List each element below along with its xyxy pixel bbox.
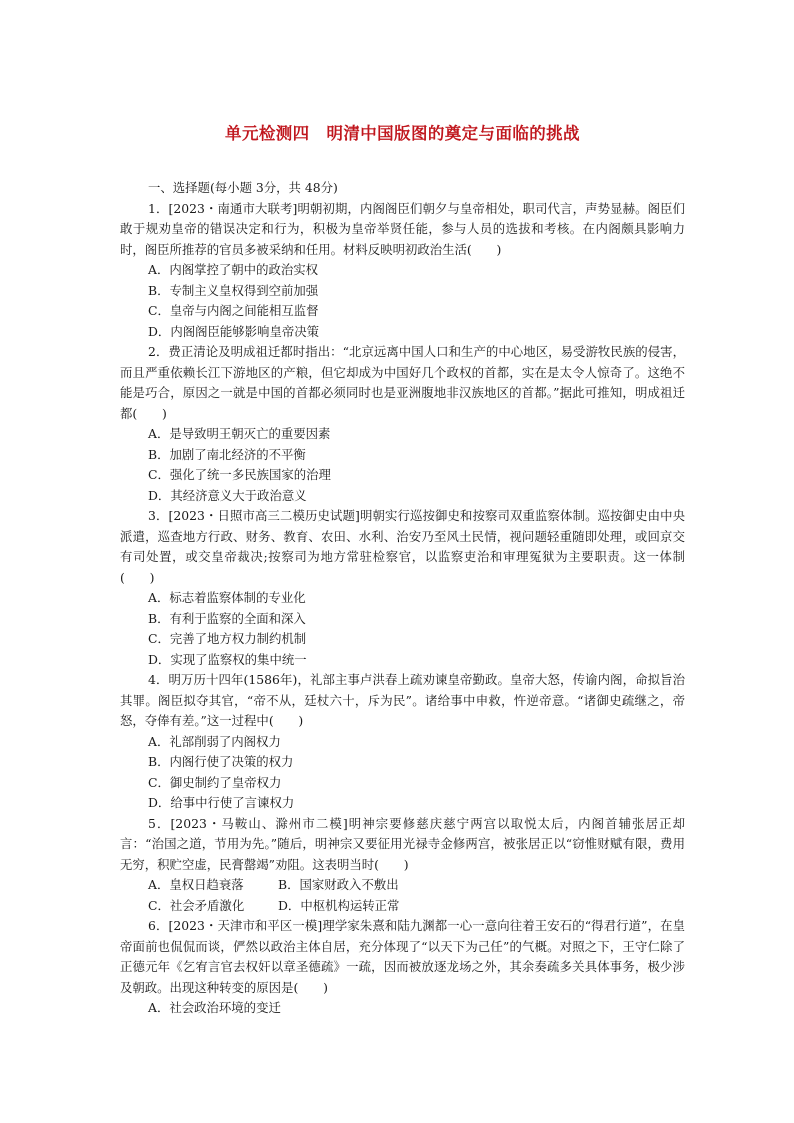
page-title: 单元检测四 明清中国版图的奠定与面临的挑战 (225, 124, 580, 143)
question-2 (120, 342, 685, 506)
option-d: D．中枢机构运转正常 (278, 897, 400, 913)
option-row (148, 875, 685, 896)
question-stem: 3．[2023・日照市高三二模历史试题]明朝实行巡按御史和按察司双重监察体制。巡按御史由中央派遣，巡查地方行政、财务、教育、农田、水利、治安乃至风土民情，视问题轻重随即处理，或回京交有司处置，或交皇帝裁决;按察司为地方常驻检察官，以监察吏治和审理冤狱为主要职责。这一体制( ) (120, 508, 685, 585)
option-c: C．御史制约了皇帝权力 (148, 774, 282, 790)
option-d: D．内阁阁臣能够影响皇帝决策 (148, 323, 320, 339)
option-d: D．其经济意义大于政治意义 (148, 487, 307, 503)
document-page (120, 120, 685, 1019)
question-5 (120, 814, 685, 917)
option-b: B．有利于监察的全面和深入 (148, 610, 306, 626)
option-c: C．完善了地方权力制约机制 (148, 631, 307, 646)
option-b: B．国家财政入不敷出 (278, 877, 399, 892)
question-6 (120, 916, 685, 1019)
option-a: A．是导致明王朝灭亡的重要因素 (148, 426, 331, 441)
option-c: C．皇帝与内阁之间能相互监督 (148, 303, 319, 318)
option-row (148, 896, 685, 917)
question-1 (120, 199, 685, 343)
option-a: A．内阁掌控了朝中的政治实权 (148, 262, 319, 277)
option-c: C．强化了统一多民族国家的治理 (148, 467, 331, 482)
option-d: D．实现了监察权的集中统一 (148, 651, 307, 667)
question-4 (120, 670, 685, 814)
option-b: B．内阁行使了决策的权力 (148, 754, 294, 769)
option-a: A．社会政治环境的变迁 (148, 1000, 281, 1015)
option-a: A．皇权日趋衰落 (148, 877, 244, 892)
option-c: C．社会矛盾激化 (148, 897, 245, 913)
question-stem: 1．[2023・南通市大联考]明朝初期，内阁阁臣们朝夕与皇帝相处，职司代言，声势显赫。阁臣们敢于规劝皇帝的错误决定和行为，积极为皇帝举贤任能，参与人员的选拔和考核。在内阁颇具影响力时，阁臣所推荐的官员多被采纳和任用。材料反映明初政治生活( ) (120, 200, 685, 257)
option-a: A．标志着监察体制的专业化 (148, 590, 306, 605)
option-b: B．加剧了南北经济的不平衡 (148, 446, 306, 462)
question-stem: 6．[2023・天津市和平区一模]理学家朱熹和陆九渊都一心一意向往着王安石的“得君行道”，在皇帝面前也侃侃而谈，俨然以政治主体自居，充分体现了“以天下为己任”的气概。对照之下，王守仁除了正德元年《乞宥言官去权奸以章圣德疏》一疏，因而被放逐龙场之外，其余奏疏多关具体事务，极少涉及朝政。出现这种转变的原因是( ) (120, 918, 685, 995)
option-a: A．礼部削弱了内阁权力 (148, 733, 281, 749)
section-heading: 一、选择题(每小题 3分，共 48分) (148, 180, 338, 195)
question-stem: 2．费正清论及明成祖迁都时指出：“北京远离中国人口和生产的中心地区，易受游牧民族的侵害，而且严重依赖长江下游地区的产粮，但它却成为中国好几个政权的首都，实在是太令人惊奇了。这绝不能是巧合，原因之一就是中国的首都必须同时也是亚洲腹地非汉族地区的首都。”据此可推知，明成祖迁都( ) (120, 344, 685, 421)
option-d: D．给事中行使了言谏权力 (148, 795, 295, 810)
question-stem: 4．明万历十四年(1586年)，礼部主事卢洪春上疏劝谏皇帝勤政。皇帝大怒，传谕内阁，命拟旨治其罪。阁臣拟夺其官，“帝不从，廷杖六十，斥为民”。诸给事中申救，忤逆帝意。“诸御史疏继之，帝怒，夺俸有差。”这一过程中( ) (120, 672, 685, 728)
question-stem: 5．[2023・马鞍山、滁州市二模]明神宗要修慈庆慈宁两宫以取悦太后，内阁首辅张居正却言：“治国之道，节用为先。”随后，明神宗又要征用光禄寺金修两宫，被张居正以“窃惟财赋有限，费用无穷，积贮空虚，民膏罄竭”劝阻。这表明当时( ) (120, 815, 685, 872)
question-3 (120, 506, 685, 670)
option-b: B．专制主义皇权得到空前加强 (148, 282, 319, 298)
